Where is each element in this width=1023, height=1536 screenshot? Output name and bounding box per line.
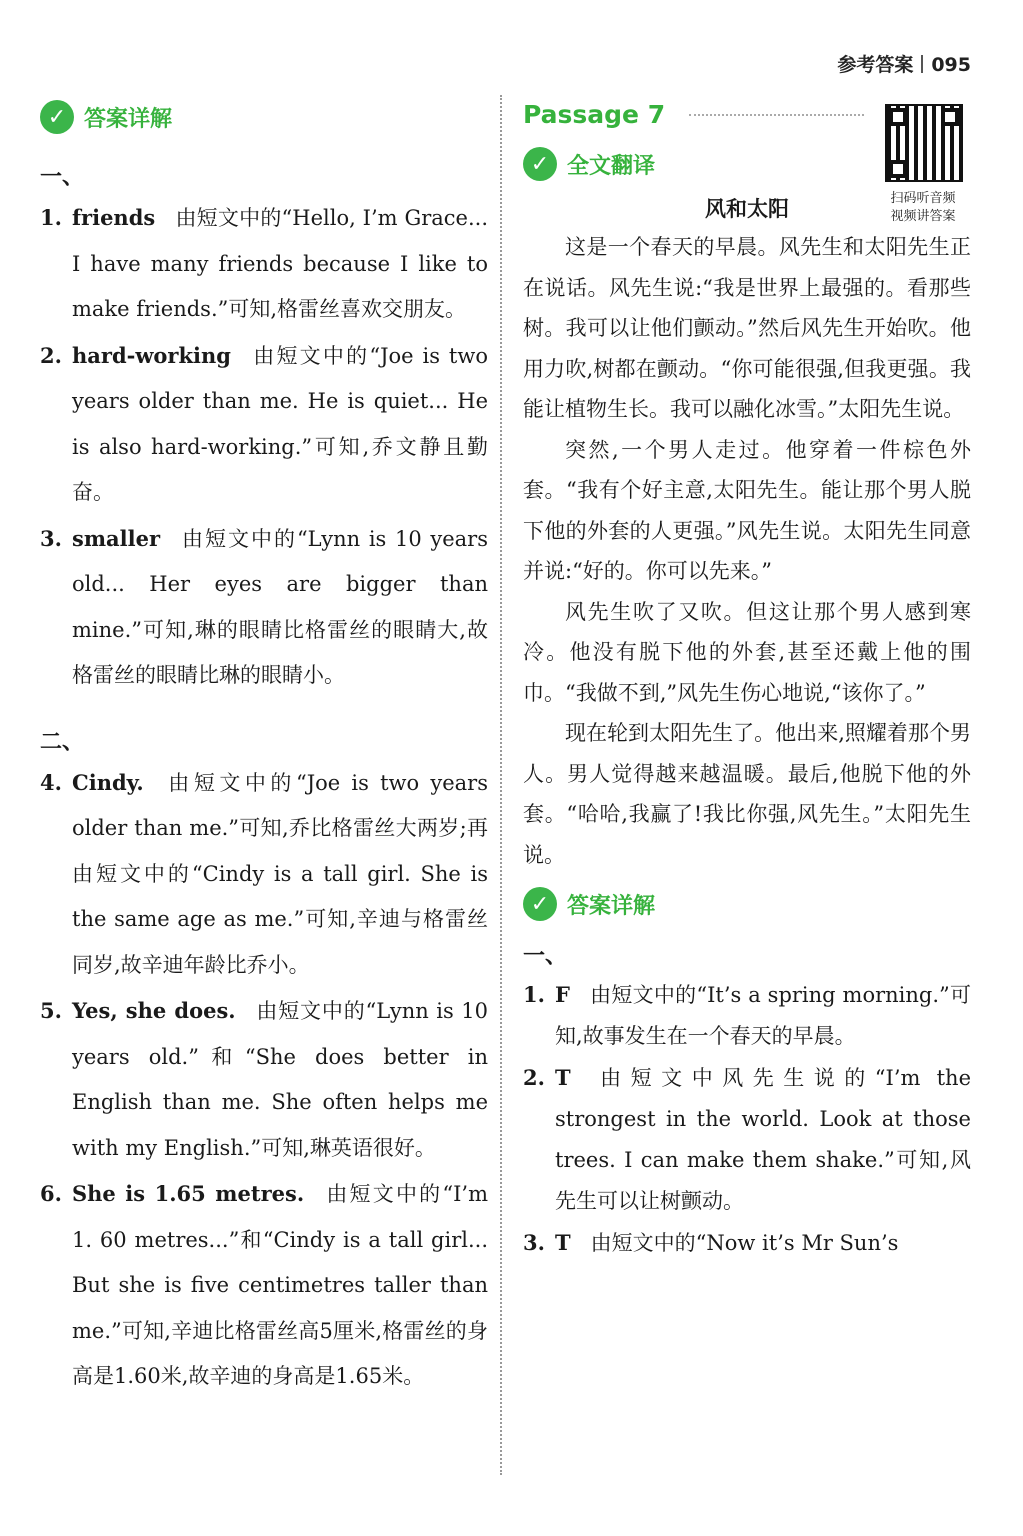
answers-section-heading (523, 887, 971, 921)
right-column (523, 100, 971, 1264)
item-answer: Yes, she does. (72, 998, 236, 1023)
item-explanation: 由短文中的“Now it’s Mr Sun’s (590, 1231, 899, 1255)
story-title: 风和太阳 (705, 197, 789, 221)
item-explanation: 由短文中的“It’s a spring morning.”可知,故事发生在一个春天的早晨。 (555, 983, 971, 1048)
story-paragraph: 这是一个春天的早晨。风先生和太阳先生正在说话。风先生说:“我是世界上最强的。看那些树。我可以让他们颤动。”然后风先生开始吹。他用力吹,树都在颤动。“你可能很强,但我更强。我能让植物生长。我可以融化冰雪。”太阳先生说。 (523, 235, 971, 421)
part-two-label: 二、 (40, 729, 85, 755)
left-column (40, 100, 488, 1400)
header-title: 参考答案 (837, 54, 914, 76)
part-one-label: 一、 (523, 944, 568, 969)
answer-item (40, 1171, 488, 1400)
qr-finder-pattern (889, 160, 907, 178)
item-answer: hard-working (72, 342, 231, 368)
item-explanation: 由短文中的“Joe is two years older than me. He is quiet... He is also hard-working.”可知,乔文静且勤奋。 (72, 343, 488, 504)
translation-title: 全文翻译 (567, 153, 656, 179)
answer-item (40, 760, 488, 989)
part-one-label: 一、 (40, 165, 85, 190)
qr-finder-pattern (941, 108, 959, 126)
dotted-rule (689, 114, 864, 116)
answers-section-heading (40, 100, 488, 134)
qr-code[interactable] (885, 104, 963, 182)
header-divider (921, 55, 923, 73)
story-paragraph: 现在轮到太阳先生了。他出来,照耀着那个男人。男人觉得越来越温暖。最后,他脱下他的外套。“哈哈,我赢了!我比你强,风先生。”太阳先生说。 (523, 721, 971, 867)
passage-title: Passage 7 (523, 100, 666, 129)
item-explanation: 由短文中的“I’m 1. 60 metres...”和“Cindy is a tall girl... But she is five centimetres taller than me.”可知,辛迪比格雷丝高5厘米,格雷丝的身高是1.60米,故辛迪的身高是1.65米。 (72, 1182, 488, 1388)
item-number: 2. (523, 1065, 545, 1090)
story-paragraph: 突然,一个男人走过。他穿着一件棕色外套。“我有个好主意,太阳先生。能让那个男人脱下他的外套的人更强。”风先生说。太阳先生同意并说:“好的。你可以先来。” (523, 437, 971, 583)
qr-finder-pattern (889, 108, 907, 126)
item-answer: friends (72, 205, 156, 230)
column-divider (500, 95, 502, 1475)
checkmark-icon: ✓ (523, 887, 557, 921)
answers-title: 答案详解 (567, 893, 656, 919)
item-explanation: 由短文中的“Lynn is 10 years old... Her eyes are bigger than mine.”可知,琳的眼睛比格雷丝的眼睛大,故格雷丝的眼睛比琳的眼睛小。 (72, 526, 488, 687)
item-answer: smaller (72, 525, 161, 551)
item-answer: Cindy. (72, 769, 144, 795)
checkmark-icon: ✓ (523, 147, 557, 181)
story-paragraph: 风先生吹了又吹。但这让那个男人感到寒冷。他没有脱下他的外套,甚至还戴上他的围巾。“我做不到,”风先生伤心地说,“该你了。” (523, 599, 971, 705)
item-answer: She is 1.65 metres. (72, 1181, 305, 1206)
answer-item (40, 516, 488, 699)
item-number: 1. (40, 205, 62, 230)
answer-item (523, 1057, 971, 1222)
item-explanation: 由短文中风先生说的“I’m the strongest in the world. Look at those trees. I can make them shake.”可知,风先生可以让树颤动。 (555, 1066, 971, 1213)
item-answer: F (555, 982, 570, 1007)
item-answer: T (555, 1065, 571, 1090)
answer-item (523, 1222, 971, 1264)
answer-item (40, 195, 488, 333)
item-explanation: 由短文中的“Lynn is 10 years old.”和“She does better in English than me. She often helps me with my English.”可知,琳英语很好。 (72, 999, 488, 1160)
item-number: 1. (523, 982, 545, 1007)
item-number: 2. (40, 342, 62, 368)
page-number: 095 (931, 54, 971, 76)
item-explanation: 由短文中的“Hello, I’m Grace... I have many friends because I like to make friends.”可知,格雷丝喜欢交朋友。 (72, 206, 488, 321)
item-number: 3. (523, 1230, 545, 1255)
item-number: 6. (40, 1181, 62, 1206)
qr-caption (879, 190, 967, 226)
answer-item (40, 333, 488, 516)
qr-caption-line-2: 视频讲答案 (890, 209, 956, 224)
qr-caption-line-1: 扫码听音频 (890, 191, 956, 206)
item-answer: T (555, 1230, 571, 1255)
item-number: 4. (40, 769, 62, 795)
item-number: 3. (40, 525, 62, 551)
section-title: 答案详解 (84, 106, 173, 132)
item-explanation: 由短文中的“Joe is two years older than me.”可知,乔比格雷丝大两岁;再由短文中的“Cindy is a tall girl. She is the same age as me.”可知,辛迪与格雷丝同岁,故辛迪年龄比乔小。 (72, 770, 488, 977)
answer-item (40, 988, 488, 1171)
item-number: 5. (40, 998, 62, 1023)
page-header (837, 50, 971, 77)
answer-item (523, 974, 971, 1057)
checkmark-icon: ✓ (40, 100, 74, 134)
